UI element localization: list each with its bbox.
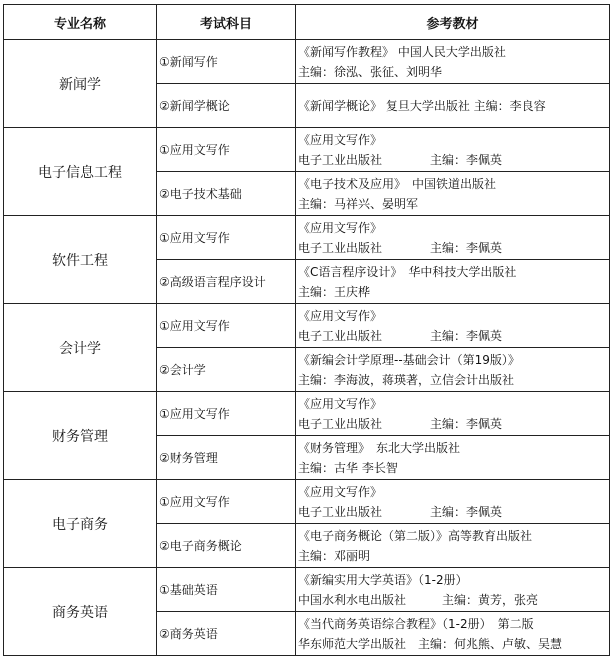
exam-subject: ①应用文写作: [157, 128, 296, 172]
table-body: [4, 40, 610, 656]
textbook-line: 《应用文写作》: [298, 220, 383, 235]
table-row: [4, 392, 610, 436]
textbook-line: 《应用文写作》: [298, 484, 383, 499]
header-subject: 考试科目: [157, 5, 296, 40]
watermark: ​: [201, 361, 219, 399]
header-textbook: 参考教材: [296, 5, 610, 40]
major-name: 电子信息工程: [4, 128, 157, 216]
table-row: [4, 304, 610, 348]
reference-textbook: [296, 436, 610, 480]
textbook-line: 《应用文写作》: [298, 396, 383, 411]
table-row: [4, 216, 610, 260]
textbook-line: 华东师范大学出版社 主编：何兆熊、卢敏、吴慧: [298, 636, 563, 651]
exam-reference-table: [3, 4, 610, 656]
textbook-line: 电子工业出版社 主编：李佩英: [298, 328, 503, 343]
major-name: 商务英语: [4, 568, 157, 656]
textbook-line: 主编：古华 李长智: [298, 460, 398, 475]
textbook-line: 主编：马祥兴、晏明军: [298, 196, 419, 211]
major-name: 软件工程: [4, 216, 157, 304]
exam-subject: ①应用文写作: [157, 216, 296, 260]
textbook-line: 电子工业出版社 主编：李佩英: [298, 504, 503, 519]
reference-textbook: [296, 260, 610, 304]
table-row: [4, 568, 610, 612]
textbook-line: 《应用文写作》: [298, 308, 383, 323]
reference-textbook: [296, 84, 610, 128]
reference-textbook: [296, 612, 610, 656]
major-name: 电子商务: [4, 480, 157, 568]
exam-subject: ②新闻学概论: [157, 84, 296, 128]
exam-subject: ②电子技术基础: [157, 172, 296, 216]
textbook-line: 电子工业出版社 主编：李佩英: [298, 240, 503, 255]
reference-textbook: [296, 348, 610, 392]
textbook-line: 主编：徐泓、张征、刘明华: [298, 64, 443, 79]
reference-textbook: [296, 480, 610, 524]
textbook-line: 主编：邓丽明: [298, 548, 371, 563]
textbook-line: 《新闻学概论》 复旦大学出版社 主编：李良容: [298, 98, 546, 113]
reference-textbook: [296, 304, 610, 348]
reference-textbook: [296, 524, 610, 568]
textbook-line: 《新闻写作教程》 中国人民大学出版社: [298, 44, 506, 59]
major-name: 会计学: [4, 304, 157, 392]
textbook-line: 《新编实用大学英语》（1-2册）: [298, 572, 468, 587]
exam-subject: ①应用文写作: [157, 480, 296, 524]
major-name: 财务管理: [4, 392, 157, 480]
reference-textbook: [296, 568, 610, 612]
exam-subject: ①新闻写作: [157, 40, 296, 84]
major-name: 新闻学: [4, 40, 157, 128]
reference-textbook: [296, 216, 610, 260]
textbook-line: 《电子商务概论（第二版）》高等教育出版社: [298, 528, 533, 543]
reference-textbook: [296, 392, 610, 436]
textbook-line: 《电子技术及应用》 中国铁道出版社: [298, 176, 497, 191]
reference-textbook: [296, 172, 610, 216]
textbook-line: 《当代商务英语综合教程》（1-2册） 第二版: [298, 616, 534, 631]
table-row: [4, 128, 610, 172]
exam-subject: ②高级语言程序设计: [157, 260, 296, 304]
exam-subject: ①基础英语: [157, 568, 296, 612]
exam-subject: ①应用文写作: [157, 392, 296, 436]
textbook-line: 《财务管理》 东北大学出版社: [298, 440, 461, 455]
textbook-line: 《应用文写作》: [298, 132, 383, 147]
reference-textbook: [296, 128, 610, 172]
textbook-line: 电子工业出版社 主编：李佩英: [298, 416, 503, 431]
table-row: [4, 40, 610, 84]
textbook-line: 主编：王庆桦: [298, 284, 371, 299]
exam-subject: ①应用文写作: [157, 304, 296, 348]
textbook-line: 中国水利水电出版社 主编：黄芳，张亮: [298, 592, 539, 607]
table-row: [4, 480, 610, 524]
textbook-line: 电子工业出版社 主编：李佩英: [298, 152, 503, 167]
exam-subject: ②会计学: [157, 348, 296, 392]
textbook-line: 主编：李海波，蒋瑛著，立信会计出版社: [298, 372, 515, 387]
exam-subject: ②电子商务概论: [157, 524, 296, 568]
reference-textbook: [296, 40, 610, 84]
textbook-line: 《新编会计学原理--基础会计（第19版）》: [298, 352, 520, 367]
exam-subject: ②商务英语: [157, 612, 296, 656]
header-major: 专业名称: [4, 5, 157, 40]
textbook-line: 《C语言程序设计》 华中科技大学出版社: [298, 264, 517, 279]
exam-subject: ②财务管理: [157, 436, 296, 480]
table-header-row: [4, 5, 610, 40]
